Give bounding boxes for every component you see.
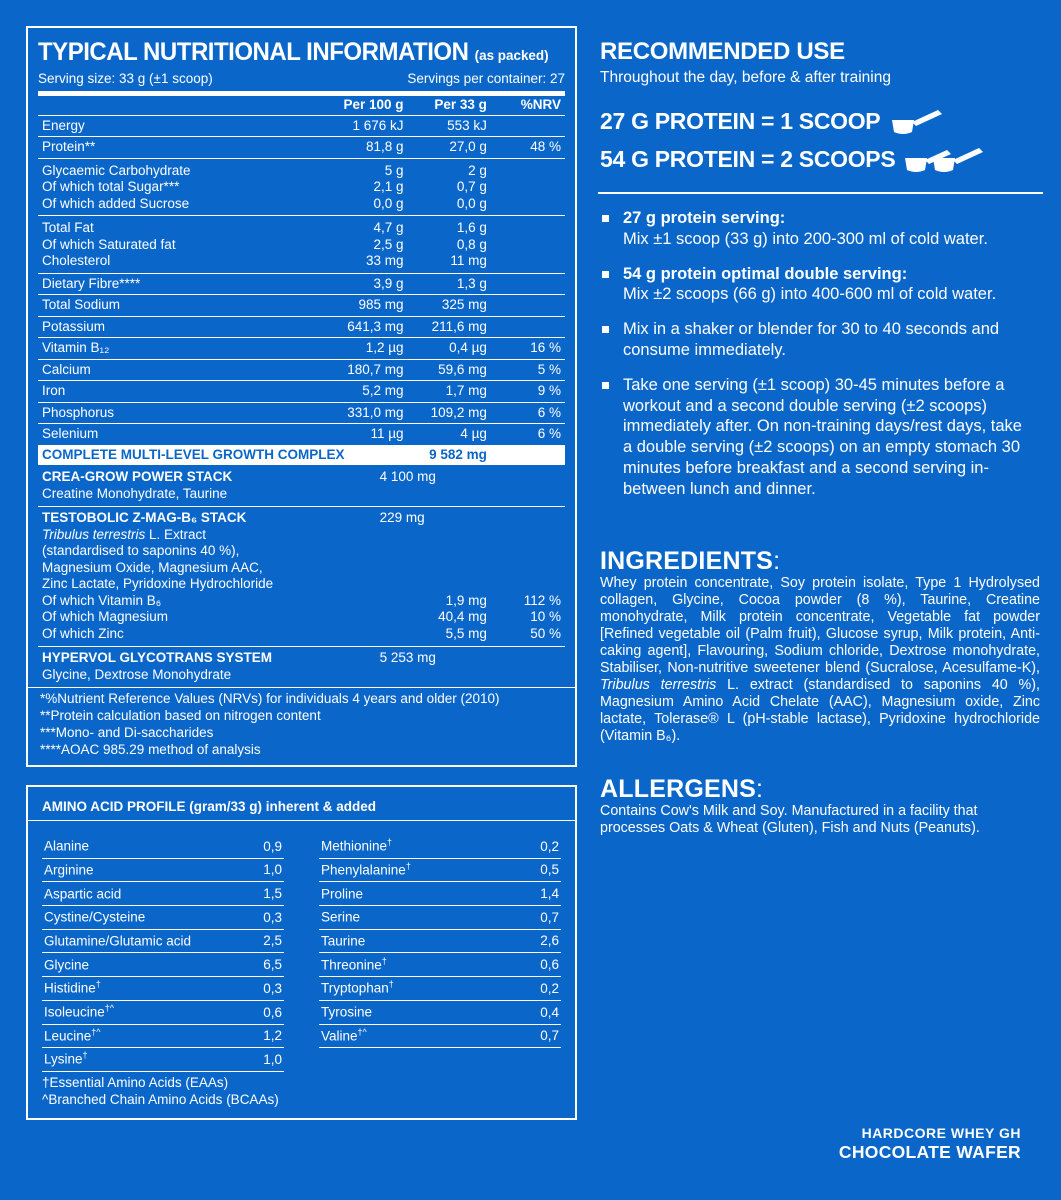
amino-value: 0,9 bbox=[263, 838, 282, 854]
nutrient-row-sucrose bbox=[38, 196, 565, 216]
allergens-colon: : bbox=[755, 775, 764, 803]
amino-value: 0,2 bbox=[540, 980, 559, 996]
empty-cell bbox=[324, 486, 407, 507]
nutrient-row-iron bbox=[38, 381, 565, 403]
ingredients-title-text: INGREDIENTS bbox=[600, 547, 774, 575]
serving-size: Serving size: 33 g (±1 scoop) bbox=[38, 71, 213, 86]
amino-name bbox=[44, 857, 94, 880]
amino-row bbox=[319, 835, 561, 859]
amino-name bbox=[44, 975, 101, 998]
complex-row bbox=[38, 445, 565, 466]
nutrient-name: Total Fat bbox=[38, 216, 324, 237]
nutrient-per-100g: 5,2 mg bbox=[324, 381, 407, 403]
amino-name bbox=[321, 857, 411, 880]
nutrient-row-sodium bbox=[38, 295, 565, 317]
usage-bullet-4 bbox=[600, 375, 1030, 500]
amino-row bbox=[42, 1001, 284, 1025]
bullet-bold: 54 g protein optimal double serving: bbox=[623, 264, 908, 283]
footnote: ****AOAC 985.29 method of analysis bbox=[40, 742, 261, 757]
header-nutrient bbox=[38, 96, 324, 115]
header-per-33g: Per 33 g bbox=[434, 97, 487, 112]
crea-stack-name: CREA-GROW POWER STACK bbox=[42, 469, 233, 484]
nutrient-per-33g: 325 mg bbox=[408, 295, 491, 317]
nutrient-per-100g: 331,0 mg bbox=[324, 402, 407, 424]
nutrition-title-note: (as packed) bbox=[474, 47, 549, 63]
nutrient-per-33g: 1,7 mg bbox=[408, 381, 491, 403]
double-scoop-icon bbox=[903, 144, 987, 174]
amino-name-text: Glutamine/Glutamic acid bbox=[44, 933, 192, 949]
amino-name-text: Cystine/Cysteine bbox=[44, 909, 146, 925]
empty-cell bbox=[491, 560, 565, 577]
amino-name-text: Threonine bbox=[321, 957, 382, 973]
nutrient-per-33g: 0,8 g bbox=[456, 236, 487, 252]
testo-sub-nrv: 50 % bbox=[530, 625, 561, 641]
scoop-line-2-text: 54 G PROTEIN = 2 SCOOPS bbox=[600, 145, 896, 172]
scoop-icon bbox=[888, 106, 948, 136]
complex-nrv bbox=[491, 445, 565, 466]
amino-row bbox=[42, 835, 284, 859]
amino-mark: † bbox=[388, 979, 394, 990]
empty-cell bbox=[324, 626, 407, 647]
nutrient-nrv: 6 % bbox=[491, 424, 565, 445]
nutrient-per-100g: 985 mg bbox=[324, 295, 407, 317]
nutrient-nrv bbox=[491, 253, 565, 273]
nutrient-per-33g: 59,6 mg bbox=[408, 359, 491, 381]
nutrient-per-33g: 109,2 mg bbox=[408, 402, 491, 424]
ingredients-text-b: L. extract (standardised to saponins 40 %), Magnesium Amino Acid Chelate (AAC), Magnesium oxide, Zinc lactate, Tolerase® L (pH-stable lactase), Pyridoxine hydrochloride (Vitamin B₆). bbox=[600, 677, 1040, 744]
nutrient-row-protein bbox=[38, 137, 565, 159]
nutrient-row-phosphorus bbox=[38, 402, 565, 424]
nutrient-name: Vitamin B₁₂ bbox=[38, 338, 324, 360]
amino-note-eaa: †Essential Amino Acids (EAAs) bbox=[42, 1075, 229, 1090]
nutrient-name: Of which total Sugar*** bbox=[42, 179, 180, 194]
nutrient-per-33g: 1,6 g bbox=[408, 216, 491, 237]
nutrient-per-33g: 0,4 µg bbox=[408, 338, 491, 360]
amino-row bbox=[42, 859, 284, 883]
nutrient-nrv bbox=[491, 179, 565, 196]
amino-row bbox=[42, 906, 284, 930]
tribulus-italic: Tribulus terrestris bbox=[42, 526, 146, 542]
amino-row bbox=[319, 859, 561, 883]
scoop-line-2 bbox=[600, 144, 1040, 174]
nutrient-row-selenium bbox=[38, 424, 565, 445]
footnote: *%Nutrient Reference Values (NRVs) for individuals 4 years and older (2010) bbox=[40, 691, 500, 706]
nutrition-title-text: TYPICAL NUTRITIONAL INFORMATION bbox=[38, 38, 469, 66]
empty-cell bbox=[324, 576, 407, 593]
empty-cell bbox=[408, 576, 491, 593]
nutrient-name: Iron bbox=[38, 381, 324, 403]
testo-sub-magnesium bbox=[38, 609, 565, 626]
testo-stack-row bbox=[38, 507, 565, 527]
nutrition-title bbox=[38, 38, 549, 69]
empty-cell bbox=[324, 527, 407, 544]
nutrient-name: Protein** bbox=[38, 137, 324, 159]
amino-row bbox=[319, 977, 561, 1001]
empty-cell bbox=[324, 543, 407, 560]
nutrient-per-100g: 81,8 g bbox=[324, 137, 407, 159]
testo-desc-row-2 bbox=[38, 543, 565, 560]
amino-row bbox=[319, 882, 561, 906]
amino-name bbox=[321, 833, 392, 856]
amino-name bbox=[321, 975, 394, 998]
testo-sub-value: 1,9 mg bbox=[445, 592, 487, 608]
serving-line bbox=[38, 71, 565, 86]
amino-name bbox=[44, 928, 191, 951]
nutrient-row-calcium bbox=[38, 359, 565, 381]
nutrition-footnotes bbox=[28, 687, 575, 758]
amino-value: 2,6 bbox=[540, 933, 559, 949]
amino-value: 1,5 bbox=[263, 886, 282, 902]
nutrient-per-33g: 11 mg bbox=[450, 253, 487, 268]
amino-row bbox=[319, 930, 561, 954]
amino-row bbox=[319, 1001, 561, 1025]
amino-name-text: Methionine bbox=[321, 838, 388, 854]
empty-cell bbox=[408, 560, 491, 577]
nutrient-nrv bbox=[491, 216, 565, 237]
allergens-title bbox=[600, 775, 1040, 804]
amino-name-text: Aspartic acid bbox=[44, 886, 122, 902]
amino-value: 1,0 bbox=[263, 1051, 282, 1067]
empty-cell bbox=[324, 560, 407, 577]
nutrient-per-100g: 5 g bbox=[324, 158, 407, 179]
amino-columns bbox=[42, 835, 561, 1072]
complex-name: COMPLETE MULTI-LEVEL GROWTH COMPLEX bbox=[38, 445, 408, 466]
scoop-line-1-text: 27 G PROTEIN = 1 SCOOP bbox=[600, 107, 881, 134]
testo-stack-nrv bbox=[491, 507, 565, 527]
amino-name-text: Taurine bbox=[321, 933, 366, 949]
empty-cell bbox=[491, 576, 565, 593]
product-flavour: CHOCOLATE WAFER bbox=[838, 1142, 1021, 1162]
amino-name bbox=[321, 999, 372, 1022]
nutrient-name: Glycaemic Carbohydrate bbox=[38, 158, 324, 179]
ingredients-text bbox=[600, 575, 1040, 745]
nutrient-nrv bbox=[491, 273, 565, 295]
crea-stack-nrv bbox=[491, 465, 565, 486]
nutrient-row-carbohydrate bbox=[38, 158, 565, 179]
testo-sub-value: 5,5 mg bbox=[445, 625, 487, 641]
nutrient-name: Of which Saturated fat bbox=[42, 236, 176, 252]
testo-sub-name: Of which Vitamin B₆ bbox=[42, 592, 162, 608]
hypervol-value: 5 253 mg bbox=[380, 647, 463, 667]
testo-sub-name: Of which Zinc bbox=[42, 625, 124, 641]
amino-name-text: Histidine bbox=[44, 980, 96, 996]
recommended-use-title: RECOMMENDED USE bbox=[600, 38, 845, 65]
amino-name-text: Arginine bbox=[44, 862, 94, 878]
footnote: **Protein calculation based on nitrogen content bbox=[40, 708, 321, 723]
amino-value: 0,3 bbox=[263, 980, 282, 996]
nutrient-row-potassium bbox=[38, 316, 565, 338]
amino-value: 0,6 bbox=[540, 957, 559, 973]
testo-desc-3: Magnesium Oxide, Magnesium AAC, bbox=[42, 559, 263, 575]
amino-name-text: Serine bbox=[321, 909, 361, 925]
product-name: HARDCORE WHEY GH bbox=[861, 1125, 1021, 1141]
testo-sub-value: 40,4 mg bbox=[438, 609, 487, 624]
nutrient-per-100g: 33 mg bbox=[366, 253, 404, 268]
crea-stack-row bbox=[38, 465, 565, 486]
usage-bullet-2 bbox=[600, 264, 1040, 306]
nutrient-row-saturated-fat bbox=[38, 237, 565, 254]
nutrient-name: Total Sodium bbox=[38, 295, 324, 317]
crea-stack-value: 4 100 mg bbox=[379, 469, 436, 484]
nutrient-nrv bbox=[491, 316, 565, 338]
nutrient-per-100g: 1,2 µg bbox=[324, 338, 407, 360]
testo-stack-value: 229 mg bbox=[380, 507, 463, 527]
amino-value: 0,4 bbox=[540, 1004, 559, 1020]
bullet-text: Take one serving (±1 scoop) 30-45 minutes before a workout and a second double serving (±2 scoops) immediately after. On non-training days/rest days, take a double serving (±2 scoops) on an empty stomach 30 minutes before breakfast and a second serving in-between lunch and dinner. bbox=[623, 375, 1022, 498]
usage-bullet-1 bbox=[600, 208, 1040, 250]
recommended-use-subtitle: Throughout the day, before & after training bbox=[600, 69, 891, 86]
amino-row bbox=[42, 882, 284, 906]
nutrient-per-33g: 27,0 g bbox=[408, 137, 491, 159]
amino-name-text: Tyrosine bbox=[321, 1004, 373, 1020]
amino-name bbox=[321, 904, 360, 927]
nutrient-per-33g: 553 kJ bbox=[408, 115, 491, 137]
amino-name bbox=[44, 1046, 88, 1069]
amino-name-text: Glycine bbox=[44, 957, 90, 973]
testo-stack-name: TESTOBOLIC Z-MAG-B₆ STACK bbox=[38, 507, 324, 527]
empty-cell bbox=[324, 609, 407, 626]
amino-name-text: Alanine bbox=[44, 838, 90, 854]
amino-mark: † bbox=[82, 1050, 88, 1061]
nutrient-per-33g: 4 µg bbox=[408, 424, 491, 445]
testo-sub-vitamin-b6 bbox=[38, 593, 565, 610]
testo-desc-row-1 bbox=[38, 527, 565, 544]
amino-name bbox=[44, 904, 145, 927]
header-per-100g: Per 100 g bbox=[343, 97, 404, 112]
nutrient-name: Potassium bbox=[38, 316, 324, 338]
empty-cell bbox=[408, 667, 491, 688]
amino-mark: †^ bbox=[91, 1026, 101, 1037]
servings-per-container: Servings per container: 27 bbox=[407, 71, 565, 86]
bullet-text: Mix in a shaker or blender for 30 to 40 seconds and consume immediately. bbox=[623, 320, 1000, 359]
ingredients-colon: : bbox=[773, 547, 781, 575]
nutrient-name: Of which added Sucrose bbox=[42, 195, 190, 211]
amino-name-text: Tryptophan bbox=[321, 980, 389, 996]
nutrient-nrv: 9 % bbox=[491, 381, 565, 403]
amino-name bbox=[44, 952, 89, 975]
amino-row bbox=[42, 953, 284, 977]
amino-row bbox=[42, 977, 284, 1001]
amino-value: 0,3 bbox=[263, 909, 282, 925]
nutrient-nrv: 5 % bbox=[491, 359, 565, 381]
hypervol-row bbox=[38, 647, 565, 667]
nutrient-nrv: 6 % bbox=[491, 402, 565, 424]
nutrient-row-sugar bbox=[38, 179, 565, 196]
amino-name bbox=[44, 833, 89, 856]
empty-cell bbox=[491, 527, 565, 544]
ingredients-title bbox=[600, 547, 1040, 576]
allergens-text: Contains Cow's Milk and Soy. Manufactured in a facility that processes Oats & Wheat (Gluten), Fish and Nuts (Peanuts). bbox=[600, 803, 980, 836]
amino-name bbox=[321, 1023, 367, 1046]
amino-value: 0,6 bbox=[263, 1004, 282, 1020]
empty-cell bbox=[408, 486, 491, 507]
hypervol-name: HYPERVOL GLYCOTRANS SYSTEM bbox=[38, 647, 324, 667]
empty-cell bbox=[491, 667, 565, 688]
nutrient-per-33g: 0,0 g bbox=[456, 195, 487, 211]
nutrient-per-33g: 1,3 g bbox=[408, 273, 491, 295]
nutrition-header-row bbox=[38, 96, 565, 115]
amino-name bbox=[321, 952, 387, 975]
nutrient-per-100g: 2,5 g bbox=[373, 236, 404, 252]
amino-name-text: Leucine bbox=[44, 1028, 92, 1044]
nutrient-nrv: 48 % bbox=[491, 137, 565, 159]
amino-row bbox=[42, 930, 284, 954]
nutrient-row-vitamin-b12 bbox=[38, 338, 565, 360]
ingredients-text-a: Whey protein concentrate, Soy protein isolate, Type 1 Hydrolysed collagen, Glycine, Cocoa powder (8 %), Taurine, Creatine monohydrate, Milk protein concentrate, Vegetable fat powder [Refined vegetable oil (Palm fruit), Glucose syrup, Milk protein, Anti-caking agent], Flavouring, Sodium chloride, Dextrose monohydrate, Stabiliser, Non-nutritive sweetener blend (Sucralose, Acesulfame-K), bbox=[600, 575, 1040, 676]
amino-name bbox=[44, 1023, 101, 1046]
nutrient-per-100g: 2,1 g bbox=[373, 179, 404, 194]
nutrient-name: Energy bbox=[38, 115, 324, 137]
testo-sub-nrv: 112 % bbox=[523, 592, 561, 608]
nutrient-name: Phosphorus bbox=[38, 402, 324, 424]
nutrient-row-fibre bbox=[38, 273, 565, 295]
empty-cell bbox=[491, 543, 565, 560]
nutrient-per-100g: 11 µg bbox=[324, 424, 407, 445]
testo-sub-nrv: 10 % bbox=[530, 609, 561, 624]
nutrient-per-100g: 4,7 g bbox=[324, 216, 407, 237]
nutrient-name: Cholesterol bbox=[42, 253, 111, 268]
nutrient-per-33g: 0,7 g bbox=[456, 179, 487, 194]
amino-title: AMINO ACID PROFILE (gram/33 g) inherent & added bbox=[28, 799, 575, 821]
amino-notes bbox=[42, 1074, 279, 1108]
amino-row bbox=[319, 1025, 561, 1049]
amino-name-text: Proline bbox=[321, 886, 364, 902]
amino-mark: † bbox=[381, 955, 387, 966]
nutrient-nrv bbox=[491, 115, 565, 137]
amino-value: 0,5 bbox=[540, 862, 559, 878]
header-nrv: %NRV bbox=[520, 97, 561, 112]
nutrient-per-100g: 641,3 mg bbox=[324, 316, 407, 338]
nutrient-name: Calcium bbox=[38, 359, 324, 381]
amino-name bbox=[321, 928, 365, 951]
nutrient-nrv bbox=[491, 158, 565, 179]
bullet-text: Mix ±2 scoops (66 g) into 400-600 ml of cold water. bbox=[623, 285, 997, 304]
empty-cell bbox=[491, 486, 565, 507]
testo-sub-zinc bbox=[38, 626, 565, 647]
nutrition-panel bbox=[26, 26, 577, 767]
nutrient-per-100g: 180,7 mg bbox=[324, 359, 407, 381]
testo-sub-name: Of which Magnesium bbox=[42, 609, 169, 624]
amino-value: 1,4 bbox=[540, 886, 559, 902]
amino-column-left bbox=[42, 835, 284, 1072]
amino-acid-panel bbox=[26, 785, 577, 1120]
nutrition-table bbox=[38, 96, 565, 687]
amino-name-text: Valine bbox=[321, 1028, 358, 1044]
amino-value: 0,7 bbox=[540, 1028, 559, 1044]
amino-mark: † bbox=[95, 979, 101, 990]
crea-stack-desc: Creatine Monohydrate, Taurine bbox=[42, 485, 228, 501]
empty-cell bbox=[408, 527, 491, 544]
amino-row bbox=[319, 953, 561, 977]
amino-name bbox=[44, 881, 121, 904]
hypervol-desc-row bbox=[38, 667, 565, 688]
footnote: ***Mono- and Di-saccharides bbox=[40, 725, 214, 740]
amino-row bbox=[42, 1025, 284, 1049]
empty-cell bbox=[324, 667, 407, 688]
amino-value: 0,2 bbox=[540, 838, 559, 854]
nutrient-per-100g: 1 676 kJ bbox=[324, 115, 407, 137]
amino-value: 2,5 bbox=[263, 933, 282, 949]
amino-name bbox=[321, 881, 363, 904]
amino-name-text: Phenylalanine bbox=[321, 862, 406, 878]
nutrient-nrv bbox=[491, 295, 565, 317]
nutrient-per-100g: 3,9 g bbox=[324, 273, 407, 295]
usage-bullets bbox=[600, 208, 1040, 514]
nutrient-nrv: 16 % bbox=[491, 338, 565, 360]
amino-value: 6,5 bbox=[263, 957, 282, 973]
amino-note-bcaa: ^Branched Chain Amino Acids (BCAAs) bbox=[42, 1092, 279, 1107]
bullet-bold: 27 g protein serving: bbox=[623, 209, 786, 227]
nutrient-per-33g: 211,6 mg bbox=[408, 316, 491, 338]
nutrient-row-energy bbox=[38, 115, 565, 137]
crea-stack-desc-row bbox=[38, 486, 565, 507]
testo-desc-1-text: L. Extract bbox=[145, 526, 207, 542]
divider-rule bbox=[598, 192, 1043, 194]
allergens-title-text: ALLERGENS bbox=[600, 775, 756, 803]
empty-cell bbox=[324, 593, 407, 610]
amino-name-text: Lysine bbox=[44, 1051, 83, 1067]
complex-value: 9 582 mg bbox=[408, 445, 491, 466]
amino-mark: †^ bbox=[357, 1026, 367, 1037]
amino-value: 1,2 bbox=[263, 1028, 282, 1044]
usage-bullet-3 bbox=[600, 319, 1040, 361]
ingredients-text-italic: Tribulus terrestris bbox=[600, 677, 717, 693]
nutrient-name: Selenium bbox=[38, 424, 324, 445]
amino-mark: †^ bbox=[104, 1003, 115, 1013]
nutrient-nrv bbox=[491, 237, 565, 254]
amino-mark: † bbox=[387, 837, 393, 848]
amino-value: 1,0 bbox=[263, 862, 282, 878]
testo-desc-1 bbox=[38, 527, 324, 544]
amino-row bbox=[319, 906, 561, 930]
scoop-line-1 bbox=[600, 106, 1040, 136]
amino-mark: † bbox=[405, 860, 411, 871]
nutrient-row-cholesterol bbox=[38, 253, 565, 273]
amino-value: 0,7 bbox=[540, 909, 559, 925]
testo-desc-2: (standardised to saponins 40 %), bbox=[42, 543, 240, 558]
testo-desc-4: Zinc Lactate, Pyridoxine Hydrochloride bbox=[42, 576, 274, 591]
amino-name bbox=[44, 999, 114, 1022]
amino-column-right bbox=[319, 835, 561, 1072]
testo-desc-row-3 bbox=[38, 560, 565, 577]
bullet-text: Mix ±1 scoop (33 g) into 200-300 ml of cold water. bbox=[623, 229, 988, 248]
nutrient-per-33g: 2 g bbox=[408, 158, 491, 179]
nutrient-per-100g: 0,0 g bbox=[373, 195, 404, 211]
nutrient-nrv bbox=[491, 196, 565, 216]
hypervol-nrv bbox=[491, 647, 565, 667]
nutrient-row-fat bbox=[38, 216, 565, 237]
testo-desc-row-4 bbox=[38, 576, 565, 593]
nutrient-name: Dietary Fibre**** bbox=[38, 273, 324, 295]
hypervol-desc: Glycine, Dextrose Monohydrate bbox=[42, 666, 232, 682]
empty-cell bbox=[408, 543, 491, 560]
amino-row bbox=[42, 1048, 284, 1072]
amino-name-text: Isoleucine bbox=[44, 1004, 105, 1020]
